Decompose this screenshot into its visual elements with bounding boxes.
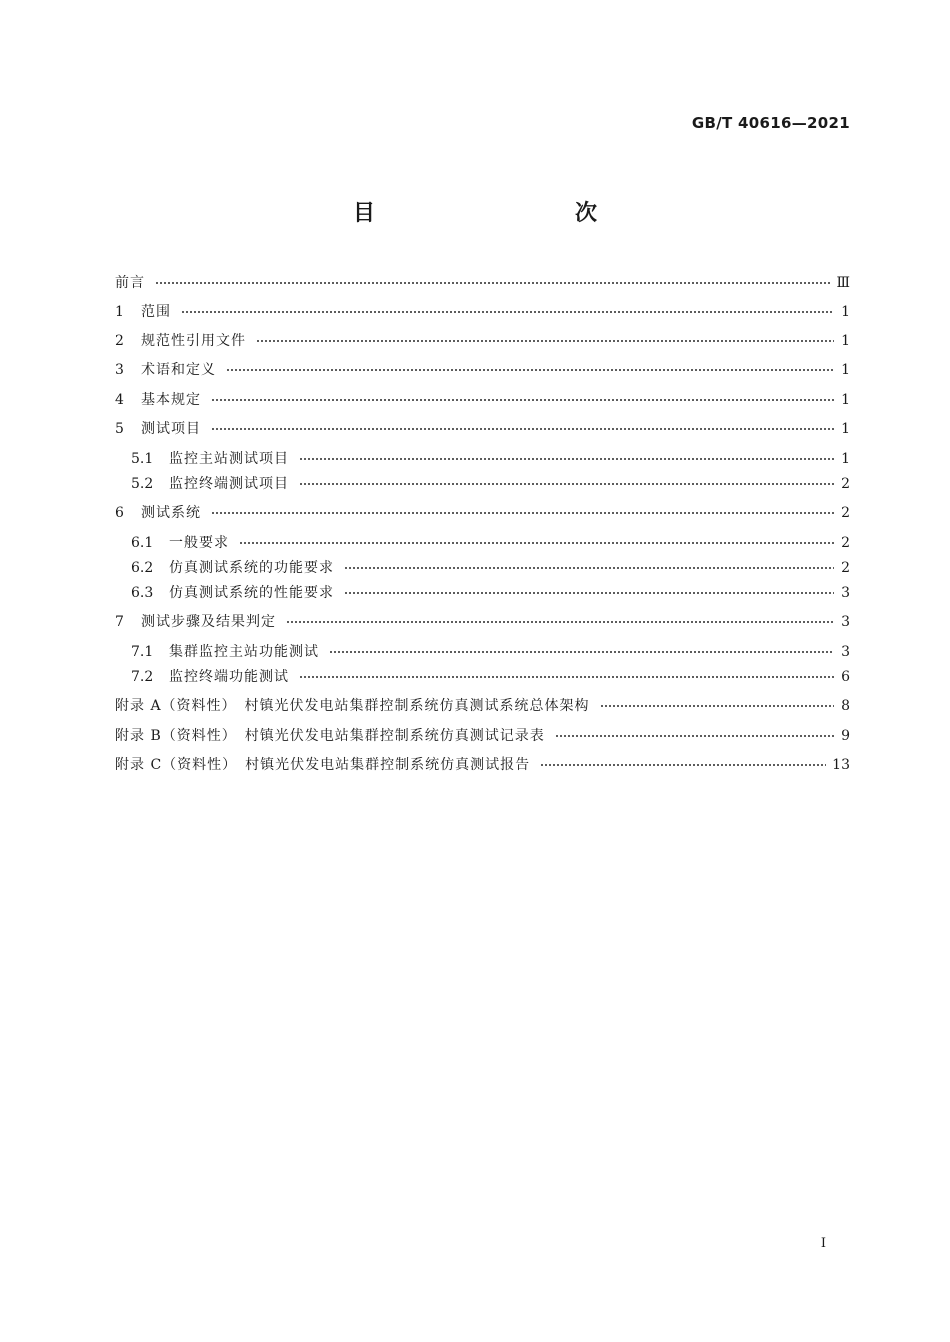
toc-entry-label: 监控终端测试项目	[169, 476, 289, 492]
toc-entry-number: 5.1	[131, 451, 154, 467]
toc-entry-label: 监控终端功能测试	[169, 669, 289, 685]
toc-entry-label: 测试系统	[141, 505, 201, 521]
toc-leader-dots	[181, 311, 834, 313]
toc-leader-dots	[299, 483, 834, 485]
toc-entry-page: 2	[841, 505, 850, 521]
toc-entry-page: 1	[841, 333, 850, 349]
toc-entry-label: 测试项目	[141, 421, 201, 437]
toc-leader-dots	[286, 621, 834, 623]
toc-entry-appendix-c[interactable]	[115, 754, 850, 776]
toc-entry-foreword[interactable]	[115, 272, 850, 294]
toc-entry-4[interactable]	[115, 389, 850, 411]
toc-entry-6-3[interactable]	[131, 582, 850, 604]
toc-entry-page: 1	[841, 304, 850, 320]
toc-entry-number: 6.2	[131, 560, 154, 576]
toc-entry-label: 测试步骤及结果判定	[141, 614, 276, 630]
toc-entry-page: 1	[841, 362, 850, 378]
toc-leader-dots	[299, 676, 834, 678]
toc-entry-label: 附录 A（资料性） 村镇光伏发电站集群控制系统仿真测试系统总体架构	[115, 698, 590, 714]
toc-entry-appendix-a[interactable]	[115, 695, 850, 717]
toc-entry-6[interactable]	[115, 502, 850, 524]
toc-leader-dots	[555, 735, 834, 737]
toc-entry-page: 3	[841, 614, 850, 630]
toc-entry-number: 7	[115, 614, 124, 630]
toc-entry-page: 2	[841, 476, 850, 492]
toc-entry-page: 9	[841, 728, 850, 744]
toc-entry-number: 1	[115, 304, 124, 320]
toc-entry-label: 仿真测试系统的功能要求	[169, 560, 334, 576]
toc-entry-5[interactable]	[115, 418, 850, 440]
toc-entry-label: 监控主站测试项目	[169, 451, 289, 467]
toc-entry-label: 范围	[141, 304, 171, 320]
toc-entry-label: 仿真测试系统的性能要求	[169, 585, 334, 601]
toc-leader-dots	[344, 592, 834, 594]
toc-entry-label: 集群监控主站功能测试	[169, 644, 319, 660]
toc-entry-number: 7.2	[131, 669, 154, 685]
toc-entry-number: 4	[115, 392, 124, 408]
toc-entry-number: 6	[115, 505, 124, 521]
toc-leader-dots	[226, 369, 834, 371]
toc-leader-dots	[329, 651, 834, 653]
toc-entry-number: 3	[115, 362, 124, 378]
toc-entry-page: 2	[841, 560, 850, 576]
toc-entry-7[interactable]	[115, 611, 850, 633]
toc-title: 目 次	[352, 201, 649, 226]
toc-entry-page: 8	[841, 698, 850, 714]
toc-leader-dots	[540, 764, 826, 766]
toc-entry-1[interactable]	[115, 301, 850, 323]
toc-leader-dots	[211, 428, 834, 430]
toc-entry-label: 术语和定义	[141, 362, 216, 378]
toc-entry-page: 1	[841, 421, 850, 437]
toc-leader-dots	[239, 542, 834, 544]
toc-entry-page: 2	[841, 535, 850, 551]
standard-code: GB/T 40616—2021	[691, 114, 850, 132]
toc-entry-number: 2	[115, 333, 124, 349]
toc-leader-dots	[344, 567, 834, 569]
toc-entry-label: 附录 B（资料性） 村镇光伏发电站集群控制系统仿真测试记录表	[115, 728, 545, 744]
toc-entry-page: Ⅲ	[836, 275, 850, 291]
toc-entry-label: 附录 C（资料性） 村镇光伏发电站集群控制系统仿真测试报告	[115, 757, 531, 773]
toc-entry-number: 6.3	[131, 585, 154, 601]
toc-leader-dots	[155, 282, 830, 284]
toc-entry-5-2[interactable]	[131, 473, 850, 495]
toc-entry-label: 前言	[115, 275, 145, 291]
toc-entry-page: 3	[841, 644, 850, 660]
toc-entry-label: 一般要求	[169, 535, 229, 551]
toc-entry-label: 基本规定	[141, 392, 201, 408]
toc-leader-dots	[600, 705, 834, 707]
toc-entry-7-1[interactable]	[131, 641, 850, 663]
toc-leader-dots	[299, 458, 834, 460]
toc-entry-label: 规范性引用文件	[141, 333, 246, 349]
toc-entry-6-1[interactable]	[131, 532, 850, 554]
toc-leader-dots	[211, 512, 834, 514]
toc-entry-2[interactable]	[115, 330, 850, 352]
toc-leader-dots	[256, 340, 834, 342]
toc-entry-6-2[interactable]	[131, 557, 850, 579]
toc-entry-page: 1	[841, 451, 850, 467]
toc-entry-page: 13	[832, 757, 850, 773]
toc-entry-5-1[interactable]	[131, 448, 850, 470]
toc-entry-appendix-b[interactable]	[115, 725, 850, 747]
toc-entry-number: 5	[115, 421, 124, 437]
toc-entry-number: 5.2	[131, 476, 154, 492]
toc-entry-page: 6	[841, 669, 850, 685]
toc-leader-dots	[211, 399, 834, 401]
toc-entry-page: 1	[841, 392, 850, 408]
page-number: Ⅰ	[820, 1236, 826, 1251]
toc-entry-3[interactable]	[115, 359, 850, 381]
toc-entry-number: 7.1	[131, 644, 154, 660]
toc-entry-number: 6.1	[131, 535, 154, 551]
toc-entry-page: 3	[841, 585, 850, 601]
toc-entry-7-2[interactable]	[131, 666, 850, 688]
